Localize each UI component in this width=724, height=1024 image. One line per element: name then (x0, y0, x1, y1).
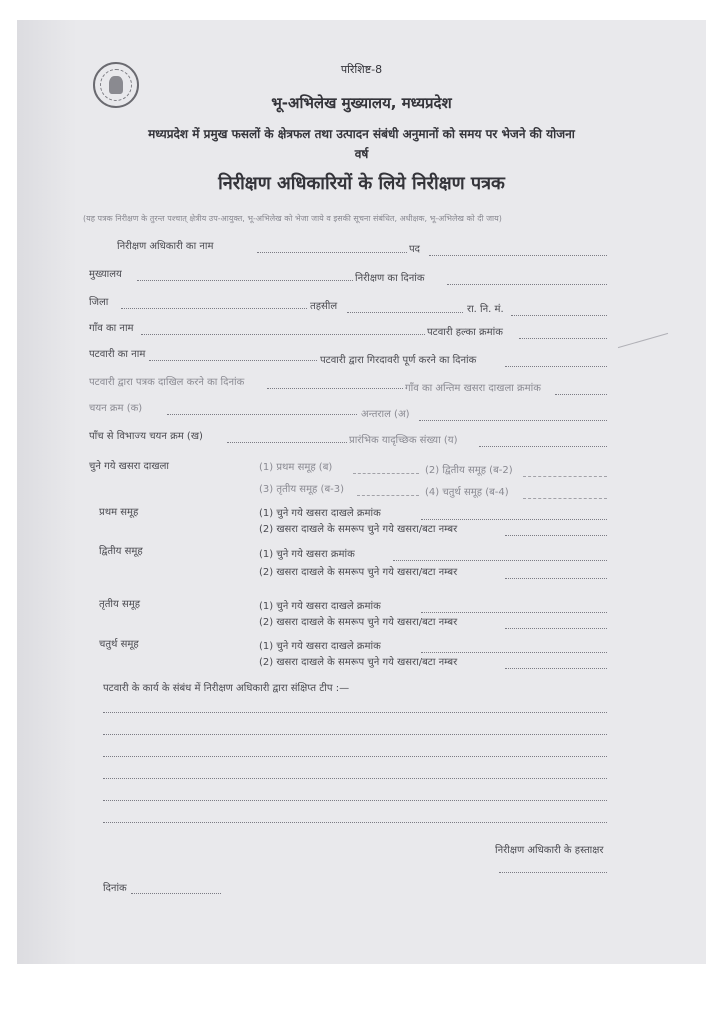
group-4-option: (4) चतुर्थ समूह (ब-4) (425, 487, 509, 498)
remarks-line[interactable] (103, 756, 607, 757)
instruction-note: (यह पत्रक निरीक्षण के तुरन्त पश्चात् क्षेत्रीय उप-आयुक्त, भू-अभिलेख को भेजा जाये व इसकी सूचना संबंधित, अधीक्षक, भू-अभिलेख को दी जाय) (83, 214, 502, 223)
page-title: निरीक्षण अधिकारियों के लिये निरीक्षण पत्रक (218, 173, 505, 194)
group-4-line-2-field[interactable] (505, 668, 607, 669)
signature-label: निरीक्षण अधिकारी के हस्ताक्षर (495, 845, 604, 856)
remarks-line[interactable] (103, 800, 607, 801)
tehsil-label: तहसील (310, 301, 338, 312)
group-1-line-1: (1) चुने गये खसरा दाखले क्रमांक (259, 508, 381, 519)
submission-date-field[interactable] (267, 388, 403, 389)
group-4-line-2: (2) खसरा दाखले के समरूप चुने गये खसरा/बटा नम्बर (259, 657, 458, 668)
group-3-line-1: (1) चुने गये खसरा दाखले क्रमांक (259, 601, 381, 612)
remarks-line[interactable] (103, 822, 607, 823)
patwari-circle-label: पटवारी हल्का क्रमांक (427, 327, 503, 338)
appendix-number: परिशिष्ट-8 (340, 63, 383, 76)
office-heading: भू-अभिलेख मुख्यालय, मध्यप्रदेश (271, 94, 452, 112)
remarks-line[interactable] (103, 778, 607, 779)
headquarters-field[interactable] (137, 280, 353, 281)
patwari-circle-field[interactable] (519, 338, 607, 339)
village-name-label: गाँव का नाम (89, 323, 134, 334)
signature-field[interactable] (499, 872, 607, 873)
group-1-line-2: (2) खसरा दाखले के समरूप चुने गये खसरा/बटा नम्बर (259, 524, 458, 535)
group-4-line-1: (1) चुने गये खसरा दाखले क्रमांक (259, 641, 381, 652)
girdawari-date-field[interactable] (505, 366, 607, 367)
scheme-title: मध्यप्रदेश में प्रमुख फसलों के क्षेत्रफल तथा उत्पादन संबंधी अनुमानों को समय पर भेजने की योजना (148, 127, 575, 141)
group-3-option-field[interactable] (357, 495, 419, 496)
group-2-line-1-field[interactable] (393, 560, 607, 561)
group-2-option: (2) द्वितीय समूह (ब-2) (425, 465, 513, 476)
interval-field[interactable] (419, 420, 607, 421)
group-1-heading: प्रथम समूह (99, 507, 139, 518)
group-1-line-2-field[interactable] (505, 535, 607, 536)
group-4-option-field[interactable] (523, 498, 607, 499)
tehsil-field[interactable] (347, 312, 463, 313)
headquarters-label: मुख्यालय (89, 269, 122, 280)
initial-random-label: प्रारंभिक यादृच्छिक संख्या (य) (349, 435, 458, 446)
patwari-name-label: पटवारी का नाम (89, 349, 146, 360)
year-label: वर्ष (354, 147, 369, 161)
district-label: जिला (89, 297, 109, 308)
group-3-option: (3) तृतीय समूह (ब-3) (259, 484, 345, 495)
group-4-heading: चतुर्थ समूह (99, 639, 139, 650)
selected-khasra-label: चुने गये खसरा दाखला (89, 461, 169, 472)
remarks-label: पटवारी के कार्य के संबंध में निरीक्षण अधिकारी द्वारा संक्षिप्त टीप :— (103, 683, 350, 694)
remarks-line[interactable] (103, 712, 607, 713)
last-khasra-label: गाँव का अन्तिम खसरा दाखला क्रमांक (405, 383, 541, 394)
selection-k-field[interactable] (167, 414, 357, 415)
post-field[interactable] (429, 255, 607, 256)
divisible-kh-field[interactable] (227, 442, 347, 443)
group-3-heading: तृतीय समूह (99, 599, 141, 610)
post-label: पद (409, 244, 420, 255)
group-2-option-field[interactable] (523, 476, 607, 477)
group-4-line-1-field[interactable] (421, 652, 607, 653)
selection-k-label: चयन क्रम (क) (89, 403, 143, 414)
paper-crease (618, 333, 668, 348)
district-field[interactable] (121, 308, 307, 309)
girdawari-date-label: पटवारी द्वारा गिरदावरी पूर्ण करने का दिनांक (320, 355, 477, 366)
remarks-line[interactable] (103, 734, 607, 735)
last-khasra-field[interactable] (555, 394, 607, 395)
group-1-option-field[interactable] (353, 473, 419, 474)
interval-label: अन्तराल (अ) (361, 409, 410, 420)
date-label: दिनांक (103, 883, 127, 894)
submission-date-label: पटवारी द्वारा पत्रक दाखिल करने का दिनांक (89, 377, 245, 388)
initial-random-field[interactable] (479, 446, 607, 447)
group-1-option: (1) प्रथम समूह (ब) (259, 462, 333, 473)
inspection-date-label: निरीक्षण का दिनांक (355, 273, 425, 284)
patwari-name-field[interactable] (149, 360, 317, 361)
group-1-line-1-field[interactable] (421, 519, 607, 520)
group-2-line-2-field[interactable] (505, 578, 607, 579)
group-2-line-1: (1) चुने गये खसरा क्रमांक (259, 549, 355, 560)
officer-name-label: निरीक्षण अधिकारी का नाम (117, 241, 214, 252)
group-2-line-2: (2) खसरा दाखले के समरूप चुने गये खसरा/बटा नम्बर (259, 567, 458, 578)
form-sheet (17, 20, 706, 964)
officer-name-field[interactable] (257, 252, 407, 253)
rn-circle-field[interactable] (511, 315, 607, 316)
group-3-line-1-field[interactable] (421, 612, 607, 613)
divisible-kh-label: पाँच से विभाज्य चयन क्रम (ख) (89, 431, 203, 442)
group-3-line-2: (2) खसरा दाखले के समरूप चुने गये खसरा/बटा नम्बर (259, 617, 458, 628)
date-field[interactable] (131, 893, 221, 894)
group-2-heading: द्वितीय समूह (99, 546, 143, 557)
village-name-field[interactable] (141, 334, 425, 335)
group-3-line-2-field[interactable] (505, 628, 607, 629)
rn-circle-label: रा. नि. मं. (467, 304, 504, 315)
paper-shadow (17, 20, 77, 964)
inspection-date-field[interactable] (447, 284, 607, 285)
